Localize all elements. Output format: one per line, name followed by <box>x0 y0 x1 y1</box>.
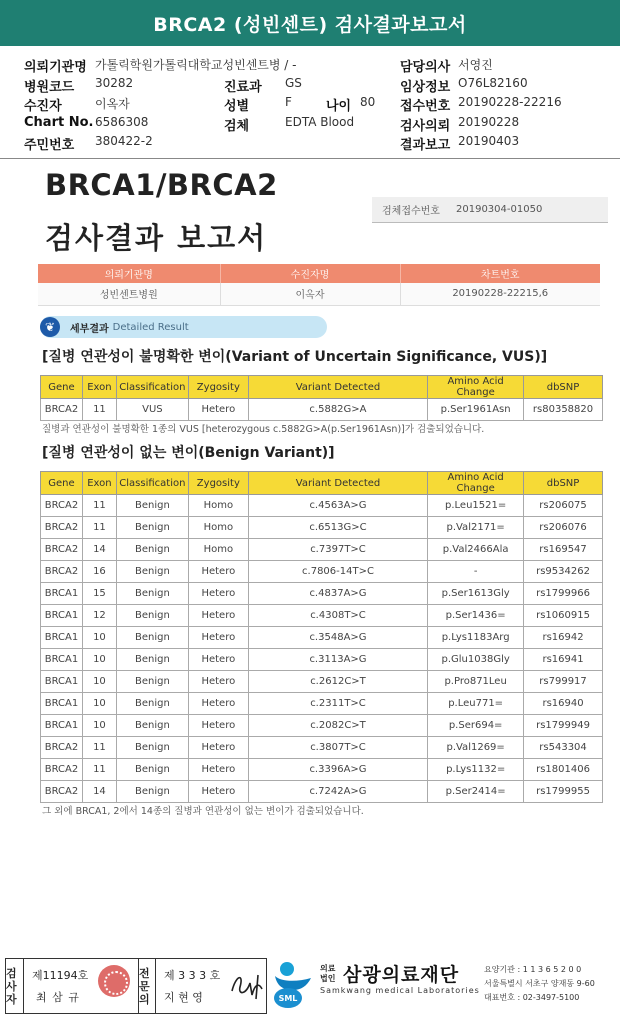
table-cell: c.4837A>G <box>248 583 427 605</box>
table-cell: rs1799966 <box>524 583 603 605</box>
department-value: GS <box>285 76 302 90</box>
table-cell: BRCA2 <box>41 495 83 517</box>
table-cell: c.3548A>G <box>248 627 427 649</box>
table-cell: c.7242A>G <box>248 781 427 803</box>
table-cell: c.4563A>G <box>248 495 427 517</box>
table-cell: rs16942 <box>524 627 603 649</box>
table-cell: rs9534262 <box>524 561 603 583</box>
column-header: Exon <box>82 376 116 399</box>
patient-label: 수진자 <box>24 99 62 114</box>
table-cell: Hetero <box>188 649 248 671</box>
table-row <box>41 737 603 759</box>
specimen-receipt-value: 20190304-01050 <box>456 204 543 215</box>
table-cell: Benign <box>116 539 188 561</box>
table-row <box>41 539 603 561</box>
specialist-name: 지 현 영 <box>164 991 203 1004</box>
handwritten-signature <box>228 965 268 1005</box>
table-cell: 10 <box>82 627 116 649</box>
column-header: dbSNP <box>524 472 603 495</box>
table-cell: 14 <box>82 781 116 803</box>
table-cell: 12 <box>82 605 116 627</box>
logo-mark-text: SML <box>278 994 298 1003</box>
table-cell: 11 <box>82 517 116 539</box>
table-cell: 15 <box>82 583 116 605</box>
column-header: Amino Acid Change <box>428 376 524 399</box>
table-cell: rs169547 <box>524 539 603 561</box>
table-row <box>41 671 603 693</box>
column-header: Classification <box>116 376 188 399</box>
header-info <box>0 50 620 158</box>
table-cell: p.Lys1132= <box>428 759 524 781</box>
ribbon-icon: ❦ <box>40 317 60 337</box>
table-cell: p.Ser1961Asn <box>428 399 524 421</box>
table-cell: rs799917 <box>524 671 603 693</box>
table-row <box>41 517 603 539</box>
detailed-result-pill <box>40 316 327 338</box>
table-cell: c.7397T>C <box>248 539 427 561</box>
table-cell: p.Glu1038Gly <box>428 649 524 671</box>
specimen-receipt-label: 검체접수번호 <box>382 206 440 217</box>
table-cell: c.2082C>T <box>248 715 427 737</box>
age-value: 80 <box>360 95 376 109</box>
column-header: Zygosity <box>188 472 248 495</box>
table-row <box>41 693 603 715</box>
table-cell: rs16940 <box>524 693 603 715</box>
table-row <box>41 649 603 671</box>
table-cell: BRCA2 <box>41 759 83 781</box>
table-cell: BRCA1 <box>41 627 83 649</box>
table-cell: Hetero <box>188 781 248 803</box>
column-header: Variant Detected <box>248 472 427 495</box>
table-cell: c.3807T>C <box>248 737 427 759</box>
table-cell: c.4308T>C <box>248 605 427 627</box>
table-cell: p.Val2466Ala <box>428 539 524 561</box>
contact-code: 요양기관 : 1 1 3 6 5 2 0 0 <box>484 965 582 974</box>
resident-no-label: 주민번호 <box>24 138 75 153</box>
table-cell: BRCA1 <box>41 649 83 671</box>
table-cell: Benign <box>116 583 188 605</box>
inspector-label: 검사자 <box>6 959 24 1013</box>
sex-label: 성별 <box>224 99 250 114</box>
table-cell: rs1799949 <box>524 715 603 737</box>
table-cell: p.Ser1613Gly <box>428 583 524 605</box>
table-cell: Hetero <box>188 583 248 605</box>
table-cell: Benign <box>116 495 188 517</box>
receipt-no-value: 20190228-22216 <box>458 95 562 109</box>
table-cell: Hetero <box>188 759 248 781</box>
detailed-result-en: Detailed Result <box>112 321 189 333</box>
table-cell: Hetero <box>188 671 248 693</box>
age-label: 나이 <box>326 99 352 114</box>
table-cell: c.2612C>T <box>248 671 427 693</box>
request-date-label: 검사의뢰 <box>400 119 451 134</box>
table-cell: Hetero <box>188 715 248 737</box>
table-cell: - <box>428 561 524 583</box>
table-cell: 10 <box>82 671 116 693</box>
requester-value: 가톨릭학원가톨릭대학교성빈센트병 / - <box>95 58 297 72</box>
patient-table-header: 차트번호 <box>400 264 600 283</box>
table-cell: BRCA2 <box>41 561 83 583</box>
clinical-info-value: O76L82160 <box>458 76 528 90</box>
column-header: Exon <box>82 472 116 495</box>
table-cell: Benign <box>116 649 188 671</box>
org-name: 삼광의료재단 <box>343 964 460 986</box>
chart-no-value: 6586308 <box>95 115 149 129</box>
seal-stamp <box>98 965 130 997</box>
patient-table-cell: 성빈센트병원 <box>38 283 220 305</box>
table-cell: Benign <box>116 737 188 759</box>
inspector-name: 최 삼 규 <box>36 991 80 1004</box>
table-cell: Benign <box>116 561 188 583</box>
contact-address: 서울특별시 서초구 양재동 9-60 <box>484 979 595 988</box>
table-cell: Hetero <box>188 627 248 649</box>
table-cell: p.Leu771= <box>428 693 524 715</box>
table-cell: Hetero <box>188 605 248 627</box>
benign-table <box>40 471 603 803</box>
table-cell: BRCA1 <box>41 671 83 693</box>
report-banner: BRCA2 (성빈센트) 검사결과보고서 <box>0 0 620 46</box>
report-title-genes: BRCA1/BRCA2 <box>45 168 278 202</box>
table-row <box>41 561 603 583</box>
specialist-label: 전문의 <box>138 959 156 1013</box>
column-header: Zygosity <box>188 376 248 399</box>
vus-section-title: [질병 연관성이 불명확한 변이(Variant of Uncertain Significance, VUS)] <box>42 349 548 365</box>
table-cell: BRCA2 <box>41 517 83 539</box>
table-cell: rs206075 <box>524 495 603 517</box>
table-cell: rs1060915 <box>524 605 603 627</box>
table-cell: 11 <box>82 399 116 421</box>
table-cell: BRCA1 <box>41 715 83 737</box>
table-cell: c.5882G>A <box>248 399 427 421</box>
table-cell: BRCA1 <box>41 605 83 627</box>
hospital-code-label: 병원코드 <box>24 80 75 95</box>
table-cell: p.Ser1436= <box>428 605 524 627</box>
table-cell: p.Ser2414= <box>428 781 524 803</box>
org-name-en: Samkwang medical Laboratories <box>320 986 480 995</box>
table-cell: Benign <box>116 715 188 737</box>
department-label: 진료과 <box>224 80 262 95</box>
table-cell: Hetero <box>188 399 248 421</box>
table-cell: 14 <box>82 539 116 561</box>
table-cell: 10 <box>82 693 116 715</box>
receipt-no-label: 접수번호 <box>400 99 451 114</box>
column-header: Variant Detected <box>248 376 427 399</box>
table-row <box>41 399 603 421</box>
table-cell: p.Ser694= <box>428 715 524 737</box>
table-cell: p.Val1269= <box>428 737 524 759</box>
sex-value: F <box>285 95 292 109</box>
table-cell: rs1799955 <box>524 781 603 803</box>
table-cell: Hetero <box>188 737 248 759</box>
table-cell: BRCA2 <box>41 737 83 759</box>
table-cell: p.Lys1183Arg <box>428 627 524 649</box>
specimen-label: 검체 <box>224 119 250 134</box>
org-prefix <box>320 964 340 984</box>
table-cell: Homo <box>188 517 248 539</box>
table-cell: BRCA1 <box>41 693 83 715</box>
vus-table <box>40 375 603 421</box>
table-cell: rs543304 <box>524 737 603 759</box>
column-header: Gene <box>41 376 83 399</box>
vus-note: 질병과 연관성이 불명확한 1종의 VUS [heterozygous c.5882G>A(p.Ser1961Asn)]가 검출되었습니다. <box>42 424 485 435</box>
table-cell: rs80358820 <box>524 399 603 421</box>
table-cell: 11 <box>82 495 116 517</box>
table-cell: VUS <box>116 399 188 421</box>
report-footer <box>0 956 620 1022</box>
report-date-value: 20190403 <box>458 134 520 148</box>
table-cell: p.Leu1521= <box>428 495 524 517</box>
report-date-label: 결과보고 <box>400 138 451 153</box>
detailed-result-ko: 세부결과 <box>70 323 109 335</box>
table-cell: BRCA2 <box>41 539 83 561</box>
samkwang-logo-icon <box>271 960 315 1010</box>
request-date-value: 20190228 <box>458 115 520 129</box>
report-title: 검사결과 보고서 <box>45 221 268 255</box>
table-cell: Benign <box>116 671 188 693</box>
table-cell: Benign <box>116 627 188 649</box>
table-cell: Benign <box>116 605 188 627</box>
clinical-info-label: 임상정보 <box>400 80 451 95</box>
patient-table-header: 수진자명 <box>220 264 400 283</box>
table-cell: BRCA2 <box>41 781 83 803</box>
table-cell: Benign <box>116 517 188 539</box>
table-cell: p.Pro871Leu <box>428 671 524 693</box>
benign-note: 그 외에 BRCA1, 2에서 14종의 질병과 연관성이 없는 변이가 검출되었습니다. <box>42 806 364 817</box>
org-prefix-text: 의료법인 <box>320 964 336 983</box>
table-row <box>41 495 603 517</box>
resident-no-value: 380422-2 <box>95 134 153 148</box>
table-cell: BRCA1 <box>41 583 83 605</box>
table-cell: Homo <box>188 495 248 517</box>
table-cell: 10 <box>82 649 116 671</box>
table-row <box>41 715 603 737</box>
doctor-label: 담당의사 <box>400 60 451 75</box>
specimen-value: EDTA Blood <box>285 115 355 129</box>
column-header: Gene <box>41 472 83 495</box>
patient-value: 이옥자 <box>95 97 130 111</box>
table-cell: c.7806-14T>C <box>248 561 427 583</box>
doctor-value: 서영진 <box>458 58 493 72</box>
hospital-code-value: 30282 <box>95 76 134 90</box>
requester-label: 의뢰기관명 <box>24 60 87 75</box>
signature-box <box>5 958 267 1014</box>
patient-table-cell: 이옥자 <box>220 283 400 305</box>
inspector-license: 제11194호 <box>32 969 89 982</box>
table-cell: Hetero <box>188 561 248 583</box>
table-cell: p.Val2171= <box>428 517 524 539</box>
table-cell: Benign <box>116 693 188 715</box>
column-header: dbSNP <box>524 376 603 399</box>
contact-phone: 대표번호 : 02-3497-5100 <box>484 993 580 1002</box>
column-header: Classification <box>116 472 188 495</box>
table-row <box>41 605 603 627</box>
patient-table-cell: 20190228-22215,6 <box>400 283 600 305</box>
column-header: Amino Acid Change <box>428 472 524 495</box>
table-row <box>41 759 603 781</box>
table-cell: rs16941 <box>524 649 603 671</box>
table-cell: Hetero <box>188 693 248 715</box>
table-row <box>41 781 603 803</box>
table-cell: c.3113A>G <box>248 649 427 671</box>
table-cell: Benign <box>116 759 188 781</box>
table-cell: 16 <box>82 561 116 583</box>
table-cell: rs206076 <box>524 517 603 539</box>
table-cell: Benign <box>116 781 188 803</box>
table-cell: 11 <box>82 759 116 781</box>
table-cell: rs1801406 <box>524 759 603 781</box>
table-cell: Homo <box>188 539 248 561</box>
specialist-license: 제 3 3 3 호 <box>164 969 221 982</box>
specimen-receipt-box <box>372 197 608 223</box>
benign-section-title: [질병 연관성이 없는 변이(Benign Variant)] <box>42 445 335 461</box>
table-cell: 11 <box>82 737 116 759</box>
chart-no-label: Chart No. <box>24 115 94 130</box>
table-cell: BRCA2 <box>41 399 83 421</box>
table-row <box>41 583 603 605</box>
table-cell: c.2311T>C <box>248 693 427 715</box>
table-row <box>41 627 603 649</box>
table-cell: c.3396A>G <box>248 759 427 781</box>
table-cell: c.6513G>C <box>248 517 427 539</box>
patient-table-header: 의뢰기관명 <box>38 264 220 283</box>
header-divider <box>0 158 620 159</box>
patient-summary-table <box>38 264 600 306</box>
table-cell: 10 <box>82 715 116 737</box>
